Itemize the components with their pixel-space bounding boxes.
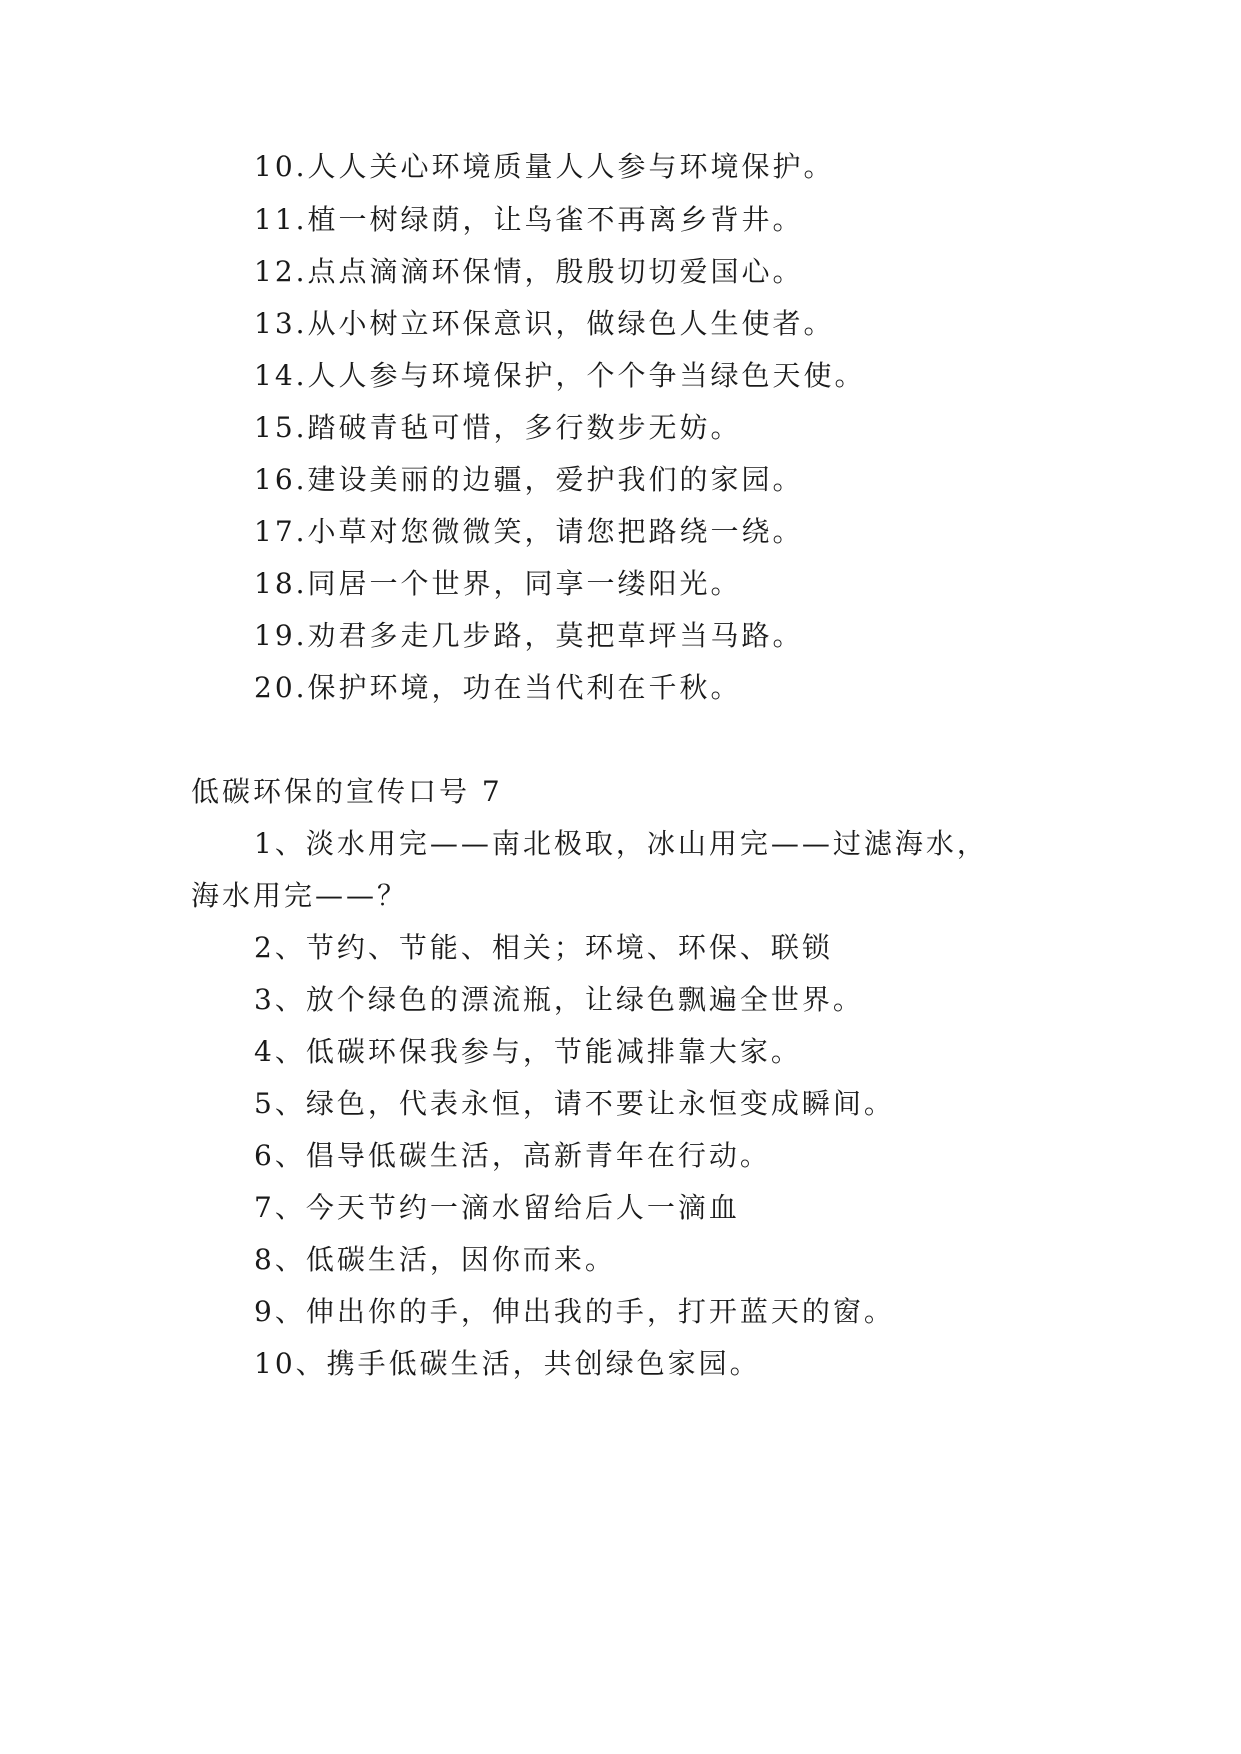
slogan-item: 4、低碳环保我参与，节能减排靠大家。	[254, 1035, 802, 1068]
slogan-item: 8、低碳生活，因你而来。	[254, 1243, 616, 1276]
section-heading: 低碳环保的宣传口号 7	[191, 775, 503, 808]
slogan-item: 12.点点滴滴环保情，殷殷切切爱国心。	[254, 255, 804, 288]
slogan-item: 2、节约、节能、相关；环境、环保、联锁	[254, 931, 833, 964]
slogan-item: 11.植一树绿荫，让鸟雀不再离乡背井。	[254, 203, 804, 236]
slogan-item: 10.人人关心环境质量人人参与环境保护。	[254, 150, 835, 183]
slogan-item: 14.人人参与环境保护，个个争当绿色天使。	[254, 359, 866, 392]
slogan-item: 7、今天节约一滴水留给后人一滴血	[254, 1191, 740, 1224]
slogan-item: 20.保护环境，功在当代利在千秋。	[254, 671, 742, 704]
slogan-item: 10、携手低碳生活，共创绿色家园。	[254, 1347, 761, 1380]
slogan-item: 13.从小树立环保意识，做绿色人生使者。	[254, 307, 835, 340]
slogan-item: 15.踏破青毡可惜，多行数步无妨。	[254, 411, 742, 444]
slogan-item: 19.劝君多走几步路，莫把草坪当马路。	[254, 619, 804, 652]
slogan-item: 17.小草对您微微笑，请您把路绕一绕。	[254, 515, 804, 548]
slogan-item: 9、伸出你的手，伸出我的手，打开蓝天的窗。	[254, 1295, 895, 1328]
slogan-item: 6、倡导低碳生活，高新青年在行动。	[254, 1139, 771, 1172]
slogan-item: 3、放个绿色的漂流瓶，让绿色飘遍全世界。	[254, 983, 864, 1016]
slogan-item: 18.同居一个世界，同享一缕阳光。	[254, 567, 742, 600]
slogan-item: 5、绿色，代表永恒，请不要让永恒变成瞬间。	[254, 1087, 895, 1120]
slogan-item-continuation: 海水用完——？	[191, 879, 409, 912]
slogan-item: 1、淡水用完——南北极取，冰山用完——过滤海水，	[254, 827, 988, 860]
slogan-item: 16.建设美丽的边疆，爱护我们的家园。	[254, 463, 804, 496]
